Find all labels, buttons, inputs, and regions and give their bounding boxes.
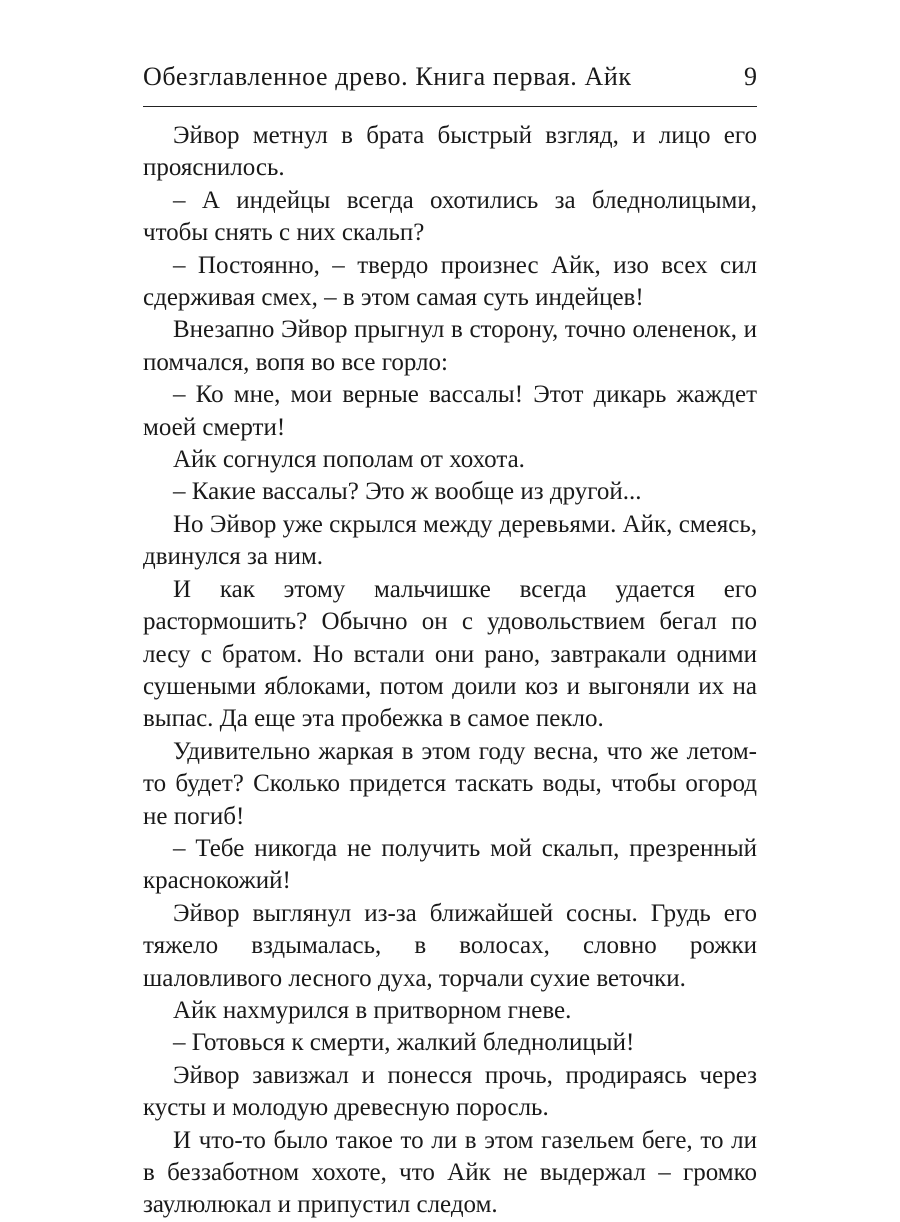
running-title: Обезглавленное древо. Книга первая. Айк — [143, 62, 632, 91]
header-rule — [143, 106, 757, 107]
paragraph-4: Внезапно Эйвор прыгнул в сторону, точно олененок, и помчался, вопя во все горло: — [143, 316, 757, 376]
paragraph-13: Айк нахмурился в притворном гневе. — [173, 996, 572, 1024]
paragraph-15: Эйвор завизжал и понесся прочь, продираясь через кусты и молодую древесную поросль. — [143, 1061, 757, 1122]
paragraph-16: И что-то было такое то ли в этом газельем беге, то ли в беззаботном хохоте, что Айк не выдержал – громко заулюлюкал и припустил следом. — [143, 1126, 757, 1219]
paragraph-11: – Тебе никогда не получить мой скальп, презренный краснокожий! — [143, 834, 757, 895]
paragraph-2: – А индейцы всегда охотились за бледнолицыми, чтобы снять с них скальп? — [143, 186, 757, 247]
paragraph-10: Удивительно жаркая в этом году весна, что же летом-то будет? Сколько придется таскать воды, чтобы огород не погиб! — [143, 737, 757, 830]
paragraph-12: Эйвор выглянул из-за ближайшей сосны. Грудь его тяжело вздымалась, в волосах, словно рожки шаловливого лесного духа, торчали сухие веточки. — [143, 899, 757, 992]
paragraph-7: – Какие вассалы? Это ж вообще из другой... — [173, 478, 642, 506]
paragraph-8: Но Эйвор уже скрылся между деревьями. Айк, смеясь, двинулся за ним. — [143, 510, 757, 571]
paragraph-6: Айк согнулся пополам от хохота. — [173, 446, 525, 474]
running-header — [143, 62, 757, 102]
page-number: 9 — [744, 62, 757, 91]
body-text — [143, 120, 757, 1222]
paragraph-1: Эйвор метнул в брата быстрый взгляд, и лицо его прояснилось. — [143, 122, 757, 182]
paragraph-9: И как этому мальчишке всегда удается его растормошить? Обычно он с удовольствием бегал по лесу с братом. Но встали они рано, завтракали одними сушеными яблоками, потом доили коз и выгоняли их на выпас. Да еще эта пробежка в самое пекло. — [143, 575, 757, 733]
paragraph-14: – Готовься к смерти, жалкий бледнолицый! — [173, 1029, 635, 1057]
paragraph-3: – Постоянно, – твердо произнес Айк, изо всех сил сдерживая смех, – в этом самая суть индейцев! — [143, 251, 757, 312]
paragraph-5: – Ко мне, мои верные вассалы! Этот дикарь жаждет моей смерти! — [143, 381, 757, 441]
